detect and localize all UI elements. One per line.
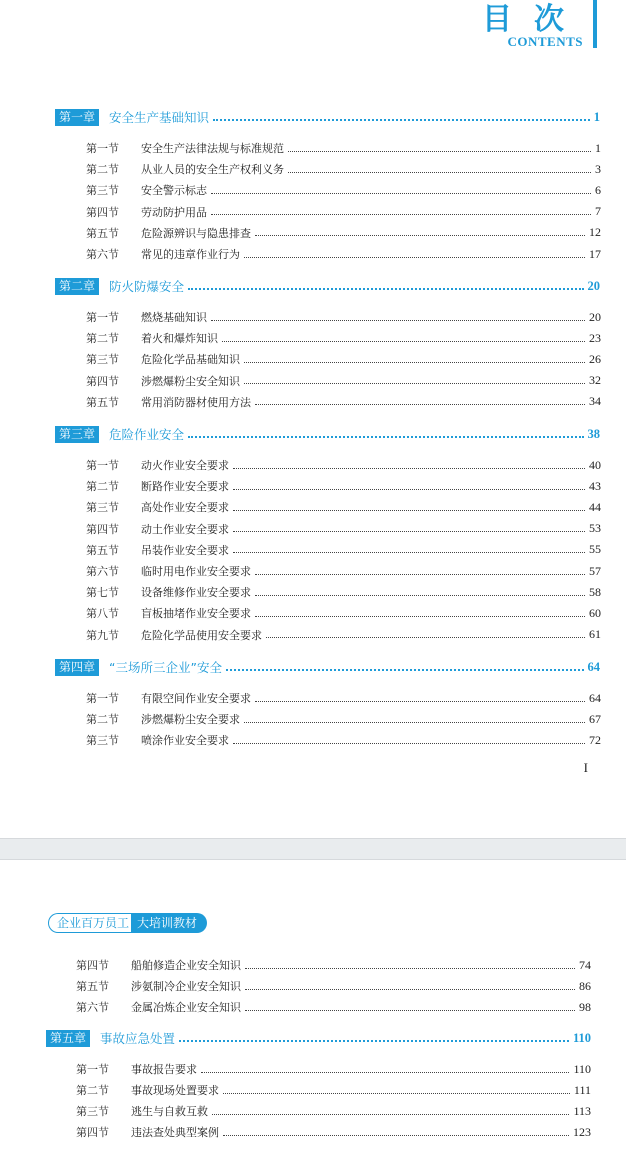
- toc-section-entry[interactable]: [86, 139, 601, 157]
- section-number: 第三节: [76, 1105, 109, 1118]
- toc-section-entry[interactable]: [76, 977, 591, 995]
- toc-section-entry[interactable]: [86, 477, 601, 495]
- toc-section-entry[interactable]: [86, 520, 601, 538]
- toc-section-entry[interactable]: [86, 710, 601, 728]
- leader-dots: [244, 257, 585, 258]
- section-title: 喷涂作业安全要求: [141, 734, 229, 748]
- toc-section-entry[interactable]: [86, 626, 601, 644]
- toc-chapter-entry[interactable]: [55, 658, 600, 676]
- toc-section-entry[interactable]: [86, 393, 601, 411]
- section-number: 第三节: [86, 184, 119, 198]
- section-page: 55: [589, 542, 601, 557]
- section-page: 58: [589, 584, 601, 599]
- section-page: 57: [589, 563, 601, 578]
- chapter-badge: 第三章: [55, 426, 99, 443]
- section-number: 第二节: [86, 163, 119, 177]
- series-brand: [48, 912, 207, 934]
- toc-section-entry[interactable]: [76, 1123, 591, 1141]
- toc-section-entry[interactable]: [86, 160, 601, 178]
- section-number: 第六节: [76, 1001, 109, 1014]
- leader-dots: [201, 1072, 569, 1073]
- chapter-page: 20: [587, 278, 600, 293]
- section-number: 第九节: [86, 628, 119, 642]
- section-title: 涉燃爆粉尘安全知识: [141, 374, 240, 388]
- section-title: 涉氨制冷企业安全知识: [131, 980, 241, 993]
- toc-section-entry[interactable]: [86, 456, 601, 474]
- chapter-title: 事故应急处置: [100, 1031, 176, 1046]
- section-page: 72: [589, 732, 601, 747]
- section-number: 第七节: [86, 586, 119, 600]
- leader-dots: [222, 341, 585, 342]
- toc-section-entry[interactable]: [86, 203, 601, 221]
- section-page: 61: [589, 627, 601, 642]
- leader-dots: [226, 669, 584, 671]
- section-number: 第二节: [86, 480, 119, 494]
- header-accent-bar: [593, 0, 597, 48]
- chapter-badge: 第一章: [55, 109, 99, 126]
- toc-section-entry[interactable]: [86, 498, 601, 516]
- leader-dots: [255, 574, 585, 575]
- section-page: 44: [589, 499, 601, 514]
- section-title: 燃烧基础知识: [141, 311, 207, 324]
- section-title: 危险化学品基础知识: [141, 353, 240, 367]
- leader-dots: [188, 436, 583, 438]
- section-page: 86: [579, 978, 591, 993]
- toc-subheading: CONTENTS: [507, 34, 583, 49]
- toc-section-entry[interactable]: [86, 308, 601, 326]
- section-page: 67: [589, 711, 601, 726]
- chapter-page: 64: [587, 659, 600, 674]
- section-number: 第五节: [76, 980, 109, 993]
- section-title: 动土作业安全要求: [141, 522, 229, 536]
- section-number: 第一节: [86, 459, 119, 472]
- leader-dots: [244, 362, 585, 363]
- chapter-badge: 第四章: [55, 659, 99, 676]
- section-title: 动火作业安全要求: [141, 459, 229, 472]
- toc-section-entry[interactable]: [86, 329, 601, 347]
- section-page: 3: [595, 161, 601, 176]
- section-title: 安全生产法律法规与标准规范: [141, 142, 284, 155]
- section-page: 17: [589, 246, 601, 261]
- section-title: 违法查处典型案例: [131, 1126, 219, 1139]
- toc-chapter-entry[interactable]: [55, 425, 600, 443]
- section-title: 危险化学品使用安全要求: [141, 628, 262, 642]
- section-page: 7: [595, 204, 601, 219]
- leader-dots: [233, 468, 585, 469]
- leader-dots: [255, 616, 585, 617]
- chapter-badge: 第二章: [55, 278, 99, 295]
- section-title: 盲板抽堵作业安全要求: [141, 607, 251, 621]
- section-title: 常用消防器材使用方法: [141, 395, 251, 409]
- section-page: 98: [579, 999, 591, 1014]
- section-title: 着火和爆炸知识: [141, 332, 218, 346]
- brand-left-label: 企业百万员工: [48, 913, 133, 933]
- section-title: 吊装作业安全要求: [141, 543, 229, 557]
- section-title: 从业人员的安全生产权利义务: [141, 163, 284, 177]
- leader-dots: [233, 552, 585, 553]
- section-page: 64: [589, 690, 601, 705]
- chapter-page: 1: [593, 109, 600, 124]
- section-number: 第三节: [86, 734, 119, 748]
- leader-dots: [233, 531, 585, 532]
- section-page: 34: [589, 394, 601, 409]
- section-page: 40: [589, 457, 601, 472]
- section-title: 船舶修造企业安全知识: [131, 959, 241, 972]
- section-page: 43: [589, 478, 601, 493]
- section-number: 第三节: [86, 353, 119, 367]
- toc-section-entry[interactable]: [76, 998, 591, 1016]
- leader-dots: [233, 743, 585, 744]
- section-number: 第六节: [86, 565, 119, 578]
- leader-dots: [233, 510, 585, 511]
- section-title: 事故现场处置要求: [131, 1084, 219, 1097]
- leader-dots: [255, 701, 585, 702]
- leader-dots: [245, 989, 575, 990]
- section-number: 第四节: [86, 522, 119, 536]
- toc-section-entry[interactable]: [76, 1081, 591, 1099]
- section-title: 断路作业安全要求: [141, 480, 229, 494]
- brand-right-label: 大培训教材: [131, 913, 207, 933]
- leader-dots: [223, 1135, 569, 1136]
- toc-section-entry[interactable]: [86, 689, 601, 707]
- section-title: 有限空间作业安全要求: [141, 692, 251, 705]
- toc-section-entry[interactable]: [86, 181, 601, 199]
- section-number: 第四节: [86, 374, 119, 388]
- section-number: 第一节: [86, 142, 119, 155]
- section-page: 20: [589, 309, 601, 324]
- leader-dots: [233, 489, 585, 490]
- leader-dots: [245, 968, 575, 969]
- chapter-title: 防火防爆安全: [109, 279, 185, 294]
- toc-section-entry[interactable]: [86, 224, 601, 242]
- section-number: 第一节: [76, 1063, 109, 1076]
- chapter-page: 110: [572, 1030, 591, 1045]
- section-number: 第四节: [76, 1126, 109, 1139]
- toc-section-entry[interactable]: [86, 541, 601, 559]
- section-page: 32: [589, 373, 601, 388]
- leader-dots: [212, 1114, 569, 1115]
- section-title: 逃生与自救互救: [131, 1105, 208, 1118]
- section-number: 第五节: [86, 226, 119, 240]
- toc-section-entry[interactable]: [86, 583, 601, 601]
- section-page: 111: [573, 1082, 591, 1097]
- leader-dots: [244, 722, 585, 723]
- leader-dots: [255, 235, 585, 236]
- section-page: 1: [595, 140, 601, 155]
- leader-dots: [245, 1010, 575, 1011]
- section-number: 第四节: [76, 959, 109, 972]
- toc-section-entry[interactable]: [76, 1060, 591, 1078]
- section-title: 临时用电作业安全要求: [141, 565, 251, 578]
- section-number: 第一节: [86, 692, 119, 705]
- toc-heading: 目次: [482, 2, 586, 37]
- section-number: 第二节: [76, 1084, 109, 1097]
- section-page: 12: [589, 225, 601, 240]
- chapter-page: 38: [587, 426, 600, 441]
- section-number: 第五节: [86, 543, 119, 557]
- section-title: 设备维修作业安全要求: [141, 586, 251, 600]
- page-number: I: [583, 760, 588, 775]
- section-page: 123: [573, 1124, 591, 1139]
- toc-section-entry[interactable]: [86, 350, 601, 368]
- section-number: 第八节: [86, 607, 119, 621]
- toc-page-2: [0, 860, 626, 1169]
- toc-chapter-entry[interactable]: [46, 1029, 591, 1047]
- section-page: 6: [595, 182, 601, 197]
- section-page: 23: [589, 330, 601, 345]
- section-title: 事故报告要求: [131, 1063, 197, 1076]
- section-number: 第二节: [86, 713, 119, 727]
- section-title: 涉燃爆粉尘安全要求: [141, 713, 240, 727]
- page-gap: [0, 838, 626, 860]
- leader-dots: [288, 172, 591, 173]
- leader-dots: [179, 1040, 569, 1042]
- leader-dots: [211, 214, 591, 215]
- toc-section-entry[interactable]: [86, 372, 601, 390]
- section-number: 第四节: [86, 205, 119, 219]
- section-page: 113: [573, 1103, 591, 1118]
- section-number: 第六节: [86, 248, 119, 261]
- chapter-title: “三场所三企业”安全: [109, 660, 222, 675]
- leader-dots: [188, 288, 583, 290]
- section-title: 高处作业安全要求: [141, 501, 229, 515]
- section-page: 74: [579, 957, 591, 972]
- section-number: 第三节: [86, 501, 119, 515]
- section-page: 53: [589, 521, 601, 536]
- toc-section-entry[interactable]: [86, 604, 601, 622]
- leader-dots: [211, 193, 591, 194]
- chapter-title: 危险作业安全: [109, 427, 185, 442]
- toc-section-entry[interactable]: [86, 731, 601, 749]
- leader-dots: [213, 119, 590, 121]
- section-title: 金属冶炼企业安全知识: [131, 1001, 241, 1014]
- leader-dots: [223, 1093, 570, 1094]
- section-page: 60: [589, 605, 601, 620]
- leader-dots: [288, 151, 591, 152]
- section-number: 第一节: [86, 311, 119, 324]
- toc-section-entry[interactable]: [86, 562, 601, 580]
- section-title: 劳动防护用品: [141, 205, 207, 219]
- toc-section-entry[interactable]: [76, 1102, 591, 1120]
- leader-dots: [211, 320, 585, 321]
- toc-chapter-entry[interactable]: [55, 277, 600, 295]
- section-page: 26: [589, 351, 601, 366]
- leader-dots: [255, 595, 585, 596]
- chapter-title: 安全生产基础知识: [109, 110, 210, 125]
- leader-dots: [244, 383, 585, 384]
- section-number: 第五节: [86, 395, 119, 409]
- section-title: 安全警示标志: [141, 184, 207, 198]
- toc-chapter-entry[interactable]: [55, 108, 600, 126]
- leader-dots: [266, 637, 585, 638]
- toc-section-entry[interactable]: [76, 956, 591, 974]
- section-title: 危险源辨识与隐患排查: [141, 226, 251, 240]
- section-title: 常见的违章作业行为: [141, 248, 240, 261]
- section-number: 第二节: [86, 332, 119, 346]
- toc-section-entry[interactable]: [86, 245, 601, 263]
- section-page: 110: [573, 1061, 591, 1076]
- chapter-badge: 第五章: [46, 1030, 90, 1047]
- leader-dots: [255, 404, 585, 405]
